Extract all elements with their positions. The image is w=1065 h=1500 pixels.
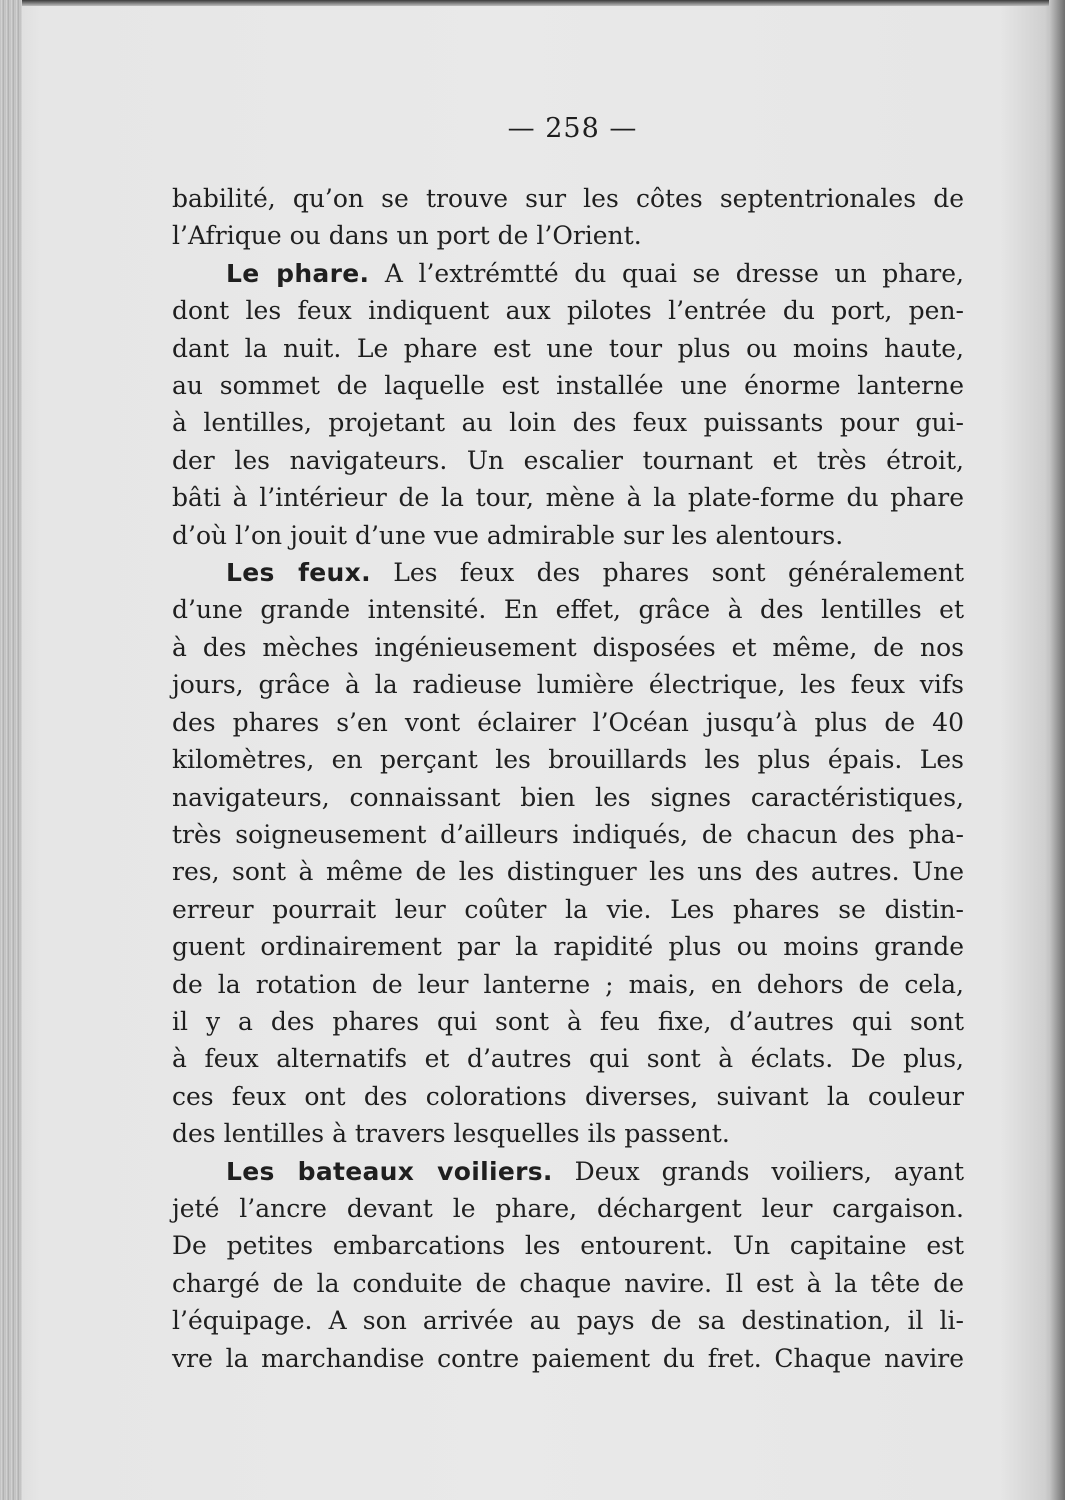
text-line: der les navigateurs. Un escalier tournant et très étroit,	[172, 445, 964, 475]
text-line: De petites embarcations les entourent. Un capitaine est	[172, 1231, 964, 1261]
section-heading: Le phare.	[226, 258, 370, 288]
paragraph-les-bateaux-voiliers	[172, 1153, 964, 1377]
text-line: navigateurs, connaissant bien les signes caractéristiques,	[172, 782, 964, 812]
text-run: Les feux des phares sont généralement	[370, 558, 964, 588]
section-heading: Les feux.	[226, 558, 371, 588]
text-line: à des mèches ingénieusement disposées et même, de nos	[172, 632, 964, 662]
text-line	[172, 554, 964, 591]
text-line: vre la marchandise contre paiement du fret. Chaque navire	[172, 1343, 964, 1373]
text-line: erreur pourrait leur coûter la vie. Les phares se distin-	[172, 894, 964, 924]
text-line: il y a des phares qui sont à feu fixe, d’autres qui sont	[172, 1006, 964, 1036]
page-number: — 258 —	[507, 113, 638, 144]
text-run: A l’extrémtté du quai se dresse un phare,	[369, 258, 964, 288]
text-line: ces feux ont des colorations diverses, suivant la couleur	[172, 1081, 964, 1111]
text-line: chargé de la conduite de chaque navire. Il est à la tête de	[172, 1268, 964, 1298]
text-line: jeté l’ancre devant le phare, déchargent leur cargaison.	[172, 1193, 964, 1223]
page-right-shadow	[1049, 0, 1065, 1500]
text-line: de la rotation de leur lanterne ; mais, en dehors de cela,	[172, 969, 964, 999]
text-line: l’Afrique ou dans un port de l’Orient.	[172, 221, 642, 251]
paragraph-les-feux	[172, 554, 964, 1153]
text-line: jours, grâce à la radieuse lumière électrique, les feux vifs	[172, 670, 964, 700]
page-stack-edge	[0, 0, 22, 1500]
text-line: très soigneusement d’ailleurs indiqués, de chacun des pha-	[172, 819, 964, 849]
text-run: Deux grands voiliers, ayant	[552, 1156, 965, 1186]
text-line: kilomètres, en perçant les brouillards les plus épais. Les	[172, 745, 964, 775]
text-line: l’équipage. A son arrivée au pays de sa destination, il li-	[172, 1306, 964, 1336]
text-line: au sommet de laquelle est installée une énorme lanterne	[172, 371, 964, 401]
text-line: bâti à l’intérieur de la tour, mène à la plate-forme du phare	[172, 483, 964, 513]
text-line: à lentilles, projetant au loin des feux puissants pour gui-	[172, 408, 964, 438]
text-line: des phares s’en vont éclairer l’Océan jusqu’à plus de 40	[172, 707, 964, 737]
text-line: d’où l’on jouit d’une vue admirable sur les alentours.	[172, 520, 844, 550]
text-line: dant la nuit. Le phare est une tour plus ou moins haute,	[172, 333, 964, 363]
text-line: babilité, qu’on se trouve sur les côtes septentrionales de	[172, 184, 964, 213]
paragraph	[172, 180, 964, 255]
text-line: dont les feux indiquent aux pilotes l’entrée du port, pen-	[172, 296, 964, 326]
text-line: des lentilles à travers lesquelles ils passent.	[172, 1119, 730, 1149]
text-line: à feux alternatifs et d’autres qui sont à éclats. De plus,	[172, 1044, 964, 1074]
text-line: res, sont à même de les distinguer les uns des autres. Une	[172, 857, 964, 887]
paragraph-le-phare	[172, 255, 964, 554]
text-line: d’une grande intensité. En effet, grâce à des lentilles et	[172, 595, 964, 625]
page-top-edge	[0, 0, 1065, 6]
body-text	[172, 180, 964, 1377]
text-line	[172, 1153, 964, 1190]
section-heading: Les bateaux voiliers.	[226, 1156, 553, 1186]
text-line: guent ordinairement par la rapidité plus ou moins grande	[172, 932, 964, 962]
text-line	[172, 255, 964, 292]
